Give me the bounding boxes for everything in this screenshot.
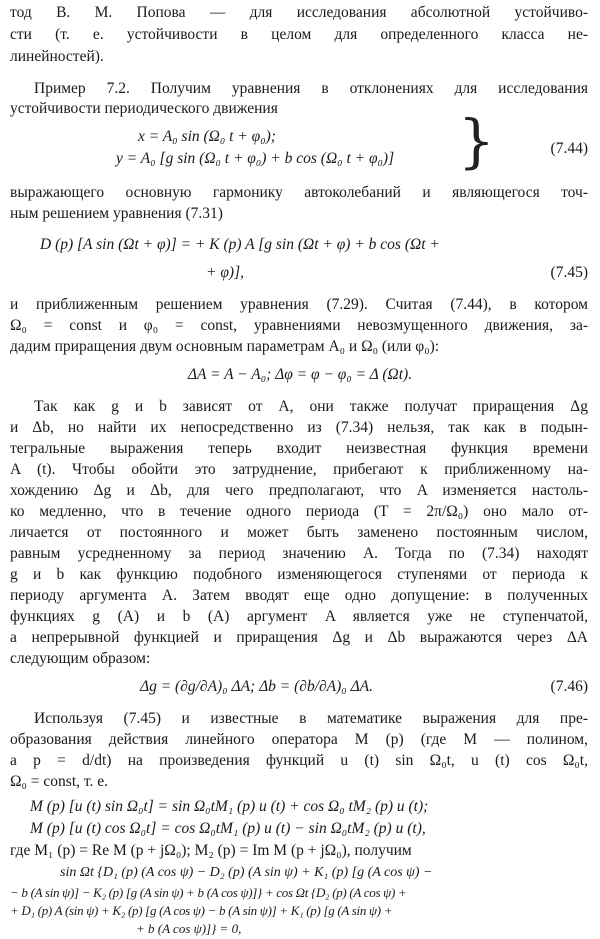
equation-7-45-line-2: + φ)], [206, 264, 244, 281]
text-line: Так как g и b зависят от A, они также получат приращения Δg [34, 398, 588, 415]
right-brace-icon: } [458, 107, 495, 175]
text-line: ным решением уравнения (7.31) [10, 205, 223, 222]
text-line: где M₁ (p) = Re M (p + jΩ₀); M₂ (p) = Im M (p + jΩ₀), получим [10, 842, 412, 859]
text-line: g и b как функцию подобного изменяющегося ступенями от периода к [10, 566, 588, 583]
text-line: выражающего основную гармонику автоколебаний и являющегося точ- [10, 184, 588, 201]
text-line: образования действия линейного оператора M (p) (где M — полином, [10, 731, 588, 748]
text-line: тод В. М. Попова — для исследования абсолютной устойчиво- [10, 4, 588, 21]
text-line: устойчивости периодического движения [10, 100, 278, 117]
text-line: и Δb, но найти их непосредственно из (7.34) нельзя, так как в подын- [10, 419, 588, 436]
text-line: дадим приращения двум основным параметрам A₀ и Ω₀ (или φ₀): [10, 338, 440, 355]
text-line: сти (т. е. устойчивости в целом для определенного класса не- [10, 26, 588, 43]
text-line: Используя (7.45) и известные в математике выражения для пре- [34, 710, 588, 727]
equation-7-44-line-1: x = A₀ sin (Ω₀ t + φ₀); [138, 128, 276, 145]
final-equation-line-4: + b (A cos ψ)]} = 0, [136, 921, 242, 936]
text-line: а p = d/dt) на произведения функций u (t) sin Ω₀t, u (t) cos Ω₀t, [10, 752, 588, 769]
text-line: личается от постоянного и может быть заменено постоянным числом, [10, 524, 588, 541]
text-line: A (t). Чтобы обойти это затруднение, прибегают к приближенному на- [10, 461, 588, 478]
equation-number: (7.45) [550, 264, 588, 281]
text-line: тегральные выражения теперь входит неизвестная функция времени [10, 440, 588, 457]
text-line: Ω₀ = const, т. е. [10, 773, 108, 790]
text-line: а непрерывной функцией и приращения Δg и Δb выражаются через ΔA [10, 629, 588, 646]
example-heading-line: Пример 7.2. Получим уравнения в отклонениях для исследования [34, 80, 588, 97]
operator-identity-cos: M (p) [u (t) cos Ω₀t] = cos Ω₀tM₁ (p) u (t) − sin Ω₀tM₂ (p) u (t), [30, 820, 426, 837]
text-line: следующим образом: [10, 650, 151, 667]
text-line: и приближенным решением уравнения (7.29). Считая (7.44), в котором [10, 296, 588, 313]
text-line: линейностей). [10, 48, 104, 65]
equation-7-44-line-2: y = A₀ [g sin (Ω₀ t + φ₀) + b cos (Ω₀ t + φ₀)] [116, 150, 395, 167]
text-line: ко медленно, что в течение одного периода (T = 2π/Ω₀) оно мало от- [10, 503, 588, 520]
equation-number: (7.46) [550, 678, 588, 695]
final-equation-line-3: + D₁ (p) A (sin ψ) + K₂ (p) [g (A cos ψ) − b (A sin ψ)] + K₁ (p) [g (A sin ψ) + [10, 903, 393, 918]
text-line: периоду аргумента A. Затем вводят еще одно допущение: в полученных [10, 587, 588, 604]
text-line: равным усредненному за период значению A. Тогда по (7.34) находят [10, 545, 588, 562]
equation-7-45-line-1: D (p) [A sin (Ωt + φ)] = + K (p) A [g sin (Ωt + φ) + b cos (Ωt + [40, 236, 440, 253]
final-equation-line-2: − b (A sin ψ)] − K₂ (p) [g (A sin ψ) + b (A cos ψ)]} + cos Ωt {D₂ (p) (A cos ψ) + [10, 885, 407, 900]
operator-identity-sin: M (p) [u (t) sin Ω₀t] = sin Ω₀tM₁ (p) u (t) + cos Ω₀ tM₂ (p) u (t); [30, 798, 429, 815]
equation-increments: ΔA = A − A₀; Δφ = φ − φ₀ = Δ (Ωt). [187, 366, 413, 383]
equation-7-46: Δg = (∂g/∂A)₀ ΔA; Δb = (∂b/∂A)₀ ΔA. [140, 678, 374, 695]
final-equation-line-1: sin Ωt {D₁ (p) (A cos ψ) − D₂ (p) (A sin ψ) + K₁ (p) [g (A cos ψ) − [60, 865, 433, 880]
equation-number: (7.44) [550, 140, 588, 157]
text-line: Ω₀ = const и φ₀ = const, уравнениями невозмущенного движения, за- [10, 317, 588, 334]
text-line: функциях g (A) и b (A) аргумент A является уже не ступенчатой, [10, 608, 588, 625]
text-line: хождению Δg и Δb, для чего предполагают, что A изменяется настоль- [10, 482, 588, 499]
